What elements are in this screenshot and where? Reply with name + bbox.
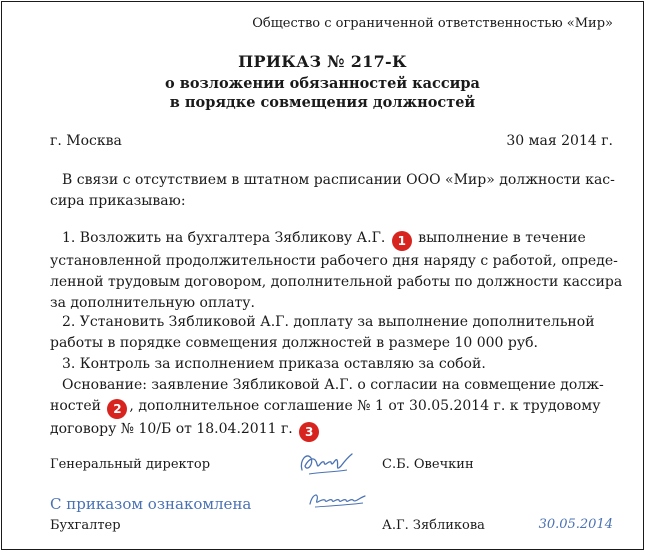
accountant-position: Бухгалтер	[50, 518, 121, 533]
acknowledgment-date: 30.05.2014	[538, 517, 613, 532]
order-city: г. Москва	[50, 133, 122, 149]
order-document	[1, 1, 644, 550]
order-date: 30 мая 2014 г.	[506, 133, 613, 149]
item1-line4: за дополнительную оплату.	[50, 295, 255, 311]
director-name: С.Б. Овечкин	[382, 457, 474, 472]
preamble	[50, 170, 616, 212]
accountant-name: А.Г. Зябликова	[382, 518, 485, 533]
badge-1: 1	[392, 231, 412, 251]
acknowledgment-label: С приказом ознакомлена	[50, 495, 252, 513]
preamble-line: В связи с отсутствием в штатном расписании ООО «Мир» должности кас-	[62, 172, 615, 188]
item2-line2: работы в порядке совмещения должностей в размере 10 000 руб.	[50, 335, 538, 351]
item1-line3: ленной трудовым договором, дополнительной работы по должности кассира	[50, 274, 623, 290]
item2-line1: 2. Установить Зябликовой А.Г. доплату за выполнение дополнительной	[62, 314, 595, 330]
basis-text: ностей	[50, 398, 101, 414]
item1-line2: установленной продолжительности рабочего дня наряду с работой, опреде-	[50, 253, 618, 269]
basis-line3	[50, 419, 616, 442]
organization-name: Общество с ограниченной ответственностью «Мир»	[252, 16, 613, 31]
director-signature-icon	[297, 448, 357, 480]
item3-line: 3. Контроль за исполнением приказа оставляю за собой.	[62, 356, 486, 372]
basis-text: договору № 10/Б от 18.04.2011 г.	[50, 421, 293, 437]
director-position: Генеральный директор	[50, 457, 211, 472]
order-item-1	[50, 228, 623, 314]
basis-line2	[50, 396, 616, 419]
order-item-3	[50, 354, 616, 375]
item1-line1	[50, 228, 616, 251]
preamble-line: сира приказываю:	[50, 193, 186, 209]
accountant-signature-icon	[307, 488, 369, 512]
order-title: ПРИКАЗ № 217-К	[238, 52, 407, 71]
item1-text: выполнение в течение	[418, 230, 586, 246]
basis-text: , дополнительное соглашение № 1 от 30.05.2014 г. к трудовому	[129, 398, 601, 414]
order-basis	[50, 375, 616, 442]
order-subtitle-line2: в порядке совмещения должностей	[169, 94, 476, 111]
basis-line1: Основание: заявление Зябликовой А.Г. о согласии на совмещение долж-	[62, 377, 604, 393]
badge-3: 3	[299, 422, 319, 442]
item1-text: 1. Возложить на бухгалтера Зябликову А.Г.	[62, 230, 386, 246]
order-subtitle-line1: о возложении обязанностей кассира	[165, 75, 480, 92]
order-item-2	[50, 312, 616, 354]
badge-2: 2	[107, 399, 127, 419]
